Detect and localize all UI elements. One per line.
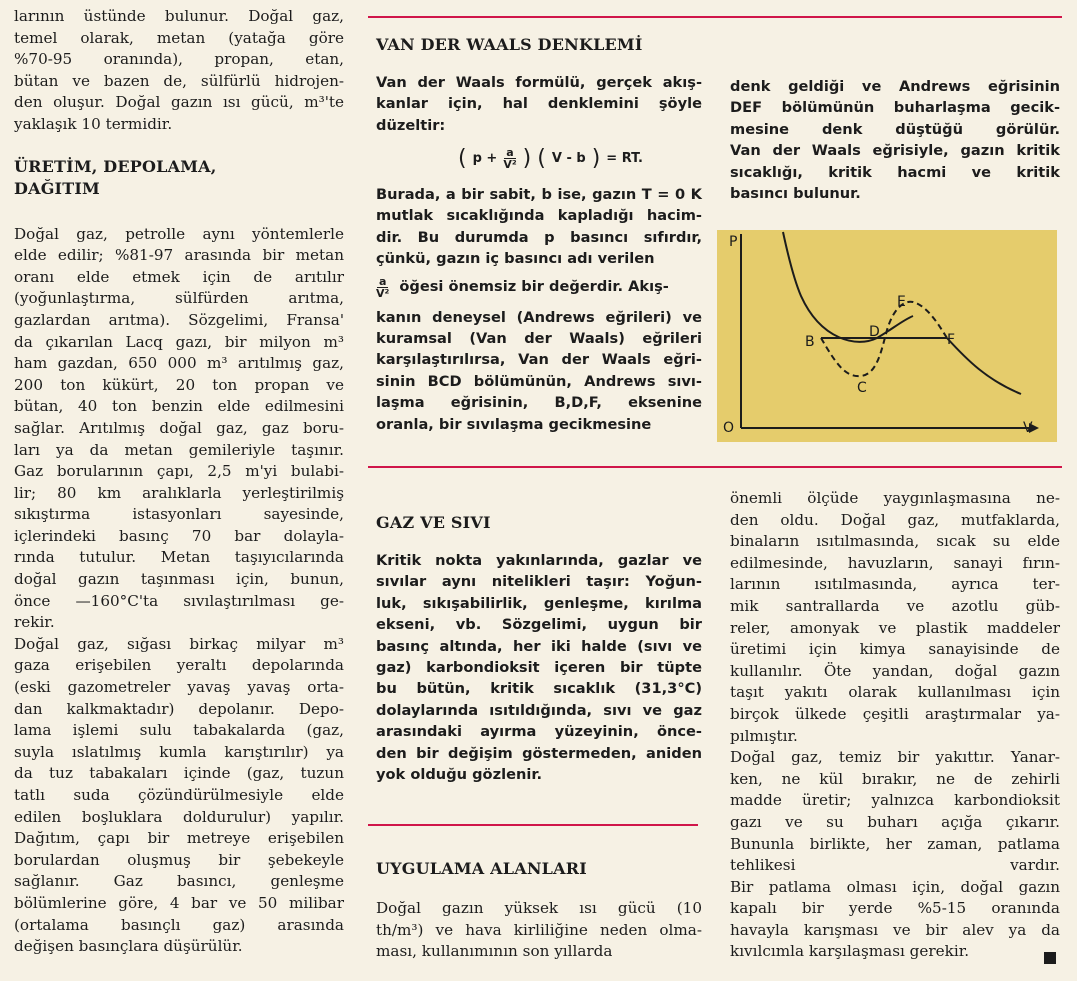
text-line: edilmesinde, havuzların, sanayi fırın- [730,553,1060,572]
uygulama-text [376,898,702,963]
origin-label: O [723,420,735,436]
column-3 [730,488,1060,963]
text-line: %70-95 oranında), propan, etan, [14,50,344,69]
paren: ) [591,146,601,171]
text-line: sağlar. Arıtılmış doğal gaz, gaz boru- [14,418,344,437]
text-line: binaların ısıtılmasında, sıcak su elde [730,532,1060,551]
text-line: oranı elde etmek için de arıtılır [14,267,344,286]
section-heading-uretim [14,156,344,200]
text-line: den bir değişim göstermeden, aniden [376,744,702,762]
text-line: da tuz tabakaları içinde (gaz, tuzun [14,764,344,783]
text-line: laşma eğrisinin, B,D,F, eksenine [376,394,702,412]
text-line: Bununla birlikte, her zaman, patlama [730,834,1060,853]
vdw-left-column [376,34,702,136]
text-line: Kritik nokta yakınlarında, gazlar ve [376,552,702,569]
text-line: luk, sıkışabilirlik, genleşme, kırılma [376,594,702,612]
text-line: önemli ölçüde yaygınlaşmasına ne- [730,489,1060,507]
paren: ( [458,146,467,171]
graph-svg [717,230,1057,442]
text-line: gaza erişebilen yeraltı depolarında [14,656,344,675]
text-line: Doğal gazın yüksek ısı gücü (10 [376,899,702,917]
text-line: larının ısıtılmasında, ayrıca ter- [730,575,1060,594]
text-line: önce —160°C'ta sıvılaştırılması ge- [14,591,344,610]
heading-line: ÜRETİM, DEPOLAMA, [14,156,217,176]
text-line: Doğal gaz, petrolle aynı yöntemlerle [14,224,344,243]
text-line: larının üstünde bulunur. Doğal gaz, [14,7,344,25]
text-line: suyla ıslatılmış kumla karıştırılır) ya [14,742,344,761]
formula-a-over-v2 [503,147,516,170]
text-line: yaklaşık 10 termidir. [14,114,173,133]
column-1 [14,6,344,958]
gaz-sivi-heading: GAZ VE SIVI [376,513,491,532]
end-of-article-icon [1044,952,1056,964]
uygulama-section [376,858,702,963]
point-label-e: E [897,294,906,310]
text-line: sıkıştırma istasyonları sayesinde, [14,505,344,524]
text-line: lir; 80 km aralıklarla yerleştirilmiş [14,483,344,502]
text-line: kuramsal (Van der Waals) eğrileri [376,330,702,348]
vdw-right-column [730,76,1060,204]
frac-den: V² [376,286,390,300]
text-line: (ortalama basınçlı gaz) arasında [14,915,344,934]
andrews-curve-left [783,232,913,342]
text-line: sıcaklığı, kritik hacmi ve kritik [730,163,1060,181]
vdw-heading: VAN DER WAALS DENKLEMİ [376,35,643,54]
text-line: kanın deneysel (Andrews eğrileri) ve [376,308,702,326]
text-line: sinin BCD bölümünün, Andrews sıvı- [376,372,702,390]
text-line: havayla karışması ve bir alev ya da [730,920,1060,939]
text-line: ham gazdan, 650 000 m³ arıtılmış gaz, [14,354,344,373]
point-label-b: B [805,334,815,350]
text-line: rekir. [14,613,55,632]
paren: ) [522,146,532,171]
andrews-vdw-graph [717,230,1057,442]
text-line: oranla, bir sıvılaşma gecikmesine [376,415,652,433]
point-label-f: F [947,332,956,348]
text-line: karşılaştırılırsa, Van der Waals eğri- [376,351,702,369]
text-line: sıvılar aynı nitelikleri taşır: Yoğun- [376,573,702,591]
vdw-text-c [376,307,702,435]
text-line: mutlak sıcaklığında kapladığı hacim- [376,207,702,225]
text-line: (eski gazometreler yavaş yavaş orta- [14,678,344,697]
text-line: yok olduğu gözlenir. [376,766,543,784]
text-line: arasındaki ayırma yüzeyinin, önce- [376,723,702,741]
lower-divider [368,824,698,826]
text-line: th/m³) ve hava kirliliğine neden olma- [376,920,702,939]
text-line: kullanılır. Öte yandan, doğal gazın [730,661,1060,680]
text-line: Gaz borularının çapı, 2,5 m'yi bulabi- [14,462,344,481]
vdw-text-a [376,72,702,136]
column-3-text [730,488,1060,963]
text-line: den oldu. Doğal gaz, mutfaklarda, [730,510,1060,529]
text-line: (yoğunlaştırma, sülfürden arıtma, [14,289,344,308]
frac-num: a [378,274,387,288]
text-line: Dağıtım, çapı bir metreye erişebilen [14,829,344,848]
text-line: den oluşur. Doğal gazın ısı gücü, m³'te [14,93,344,112]
frac-num: a [506,146,514,159]
text-line: 200 ton kükürt, 20 ton propan ve [14,375,344,394]
text-line: Burada, a bir sabit, b ise, gazın T = 0 K [376,186,702,203]
text-line: tatlı suda çözündürülmesiyle elde [14,786,344,804]
text-line: edilen boşluklara doldurulur) yapılır. [14,807,344,826]
gaz-sivi-section [376,512,702,785]
vdw-text-right [730,76,1060,204]
text-line: bütan, 40 ton benzin elde edilmesini [14,397,344,416]
formula-rt: = RT. [606,151,643,166]
text-line: ması, kullanımının son yıllarda [376,942,613,961]
text-line: taşıt yakıtı olarak kullanılması için [730,683,1060,702]
text-line: kanlar için, hal denklemini şöyle [376,95,702,113]
text-line: tehlikesi vardır. [730,856,1060,875]
gaz-sivi-text [376,550,702,785]
text-line: üretimi için kimya sanayisinde de [730,640,1060,659]
text-line: temel olarak, metan (yatağa göre [14,28,344,47]
vdw-left-column-b [376,184,702,435]
formula-p: p + [472,151,498,166]
text-line: basınç altında, her iki halde (sıvı ve [376,637,702,655]
text-line: lama işlemi sulu tabakalarda (gaz, [14,721,344,740]
text-line: elde edilir; %81-97 arasında bir metan [14,246,344,265]
text-line: dan kalkmaktadır) depolanır. Depo- [14,699,344,718]
text-line: madde üretir; yalnızca karbondioksit [730,791,1060,810]
top-divider [368,16,1062,18]
text-line: gaz) karbondioksit içeren bir tüpte [376,659,702,677]
text-line: bölümlerine göre, 4 bar ve 50 milibar [14,893,344,912]
frac-line-text: öğesi önemsiz bir değerdir. Akış- [399,278,669,296]
formula-vb: V - b [551,151,586,166]
text-line: mik santrallarda ve azotlu güb- [730,596,1060,615]
text-line: bütan ve bazen de, sülfürlü hidrojen- [14,71,344,90]
text-line: Doğal gaz, temiz bir yakıttır. Yanar- [730,748,1060,767]
frac-den: V² [503,158,517,171]
text-line: bu bütün, kritik sıcaklık (31,3°C) [376,680,702,698]
vdw-frac-line [376,276,702,299]
text-line: Bir patlama olması için, doğal gazın [730,877,1060,896]
andrews-curve-right [947,338,1021,394]
text-line: gazı ve su buharı açığa çıkarır. [730,812,1060,831]
text-line: rında tutulur. Metan taşıyıcılarında [14,548,344,567]
paren: ( [537,146,546,171]
text-line: DEF bölümünün buharlaşma gecik- [730,99,1060,117]
text-line: borulardan oluşmuş bir şebekeyle [14,850,344,869]
text-line: ken, ne kül bırakır, ne de zehirli [730,769,1060,788]
middle-divider [368,466,1062,468]
text-line: Van der Waals eğrisiyle, gazın kritik [730,142,1060,160]
vdw-text-b [376,184,702,270]
inline-a-over-v2 [376,276,389,299]
text-line: mesine denk düştüğü görülür. [730,120,1060,138]
text-line: pılmıştır. [730,726,798,745]
text-line: sağlanır. Gaz basıncı, genleşme [14,872,344,891]
axis-label-v: V [1023,420,1033,436]
text-line: içlerindeki basınç 70 bar dolayla- [14,526,344,545]
uretim-paragraph [14,224,344,958]
text-line: denk geldiği ve Andrews eğrisinin [730,78,1060,95]
heading-line: DAĞITIM [14,178,100,198]
point-label-c: C [857,380,867,396]
text-line: Van der Waals formülü, gerçek akış- [376,74,702,91]
text-line: düzeltir: [376,116,446,134]
text-line: reler, amonyak ve plastik maddeler [730,618,1060,637]
text-line: da çıkarılan Lacq gazı, bir milyon m³ [14,332,344,351]
text-line: dir. Bu durumda p basıncı sıfırdır, [376,228,702,246]
point-label-d: D [869,324,880,340]
text-line: değişen basınçlara düşürülür. [14,937,243,956]
text-line: ları ya da metan gemileriyle taşınır. [14,440,344,459]
uygulama-heading: UYGULAMA ALANLARI [376,859,587,878]
intro-paragraph [14,6,344,136]
text-line: dolaylarında ısıtıldığında, sıvı ve gaz [376,701,702,719]
text-line: doğal gazın taşınması için, bunun, [14,570,344,589]
vdw-formula [458,146,643,171]
text-line: çünkü, gazın iç basıncı adı verilen [376,250,655,268]
text-line: birçok ülkede çeşitli araştırmalar ya- [730,704,1060,723]
text-line: kapalı bir yerde %5-15 oranında [730,899,1060,918]
text-line: basıncı bulunur. [730,185,861,203]
text-line: Doğal gaz, sığası birkaç milyar m³ [14,634,344,653]
axis-label-p: P [729,234,738,250]
text-line: ekseni, vb. Sözgelimi, uygun bir [376,616,702,634]
text-line: gazlardan arıtma). Sözgelimi, Fransa' [14,310,344,329]
text-line: kıvılcımla karşılaşması gerekir. [730,942,970,961]
